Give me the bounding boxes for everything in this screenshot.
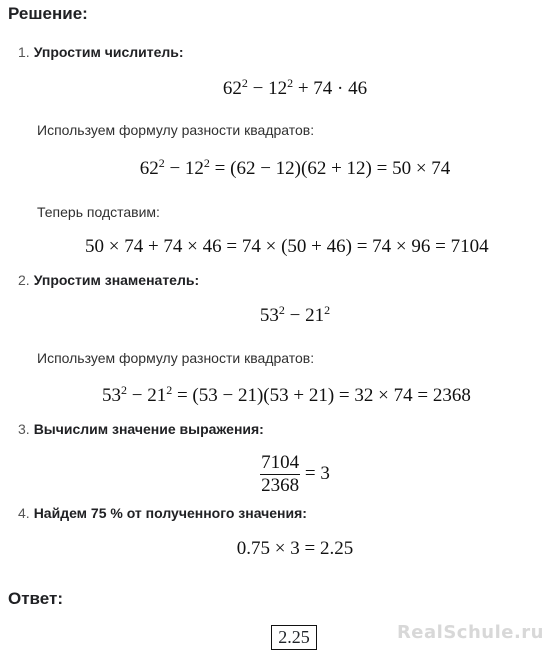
- formula-7: 0.75 × 3 = 2.25: [236, 538, 354, 559]
- step-4: [18, 505, 307, 521]
- formula-6: [0, 452, 554, 497]
- watermark: RealSchule.ru: [396, 622, 544, 643]
- step-1-number: 1.: [18, 44, 30, 60]
- step-1: [18, 44, 184, 60]
- formula-4: $53^2 - 21^2$: [259, 303, 331, 326]
- step-4-title: Найдем 75 % от полученного значения:: [33, 505, 307, 521]
- formula-5: $53^2 - 21^2 = (53 - 21)(53 + 21) = 32 \times 74 = 2368$: [102, 383, 471, 406]
- step-2-number: 2.: [18, 272, 30, 288]
- solution-heading: Решение:: [8, 4, 88, 23]
- step-3: [18, 421, 264, 437]
- fraction-numerator: 7104: [261, 452, 300, 473]
- step-2-title: Упростим знаменатель:: [33, 272, 200, 288]
- answer-box: 2.25: [271, 625, 317, 650]
- step-1-note-substitute: Теперь подставим:: [37, 204, 160, 220]
- fraction-result: = 3: [304, 462, 330, 484]
- formula-3: 50 × 74 + 74 × 46 = 74 × (50 + 46) = 74 × 96 = 7104: [85, 236, 489, 257]
- formula-2: $62^2 - 12^2 = (62 - 12)(62 + 12) = 50 \times 74$: [139, 156, 451, 179]
- formula-1: $62^2 - 12^2 + 74 \cdot 46$: [222, 76, 368, 99]
- step-4-number: 4.: [18, 505, 30, 521]
- step-2: [18, 272, 199, 288]
- step-1-title: Упростим числитель:: [33, 44, 184, 60]
- step-2-note-difference-of-squares: Используем формулу разности квадратов:: [37, 350, 315, 366]
- fraction: [260, 452, 300, 497]
- step-3-number: 3.: [18, 421, 30, 437]
- step-3-title: Вычислим значение выражения:: [33, 421, 264, 437]
- fraction-denominator: 2368: [261, 475, 300, 496]
- answer-heading: Ответ:: [8, 589, 63, 608]
- step-1-note-difference-of-squares: Используем формулу разности квадратов:: [37, 122, 315, 138]
